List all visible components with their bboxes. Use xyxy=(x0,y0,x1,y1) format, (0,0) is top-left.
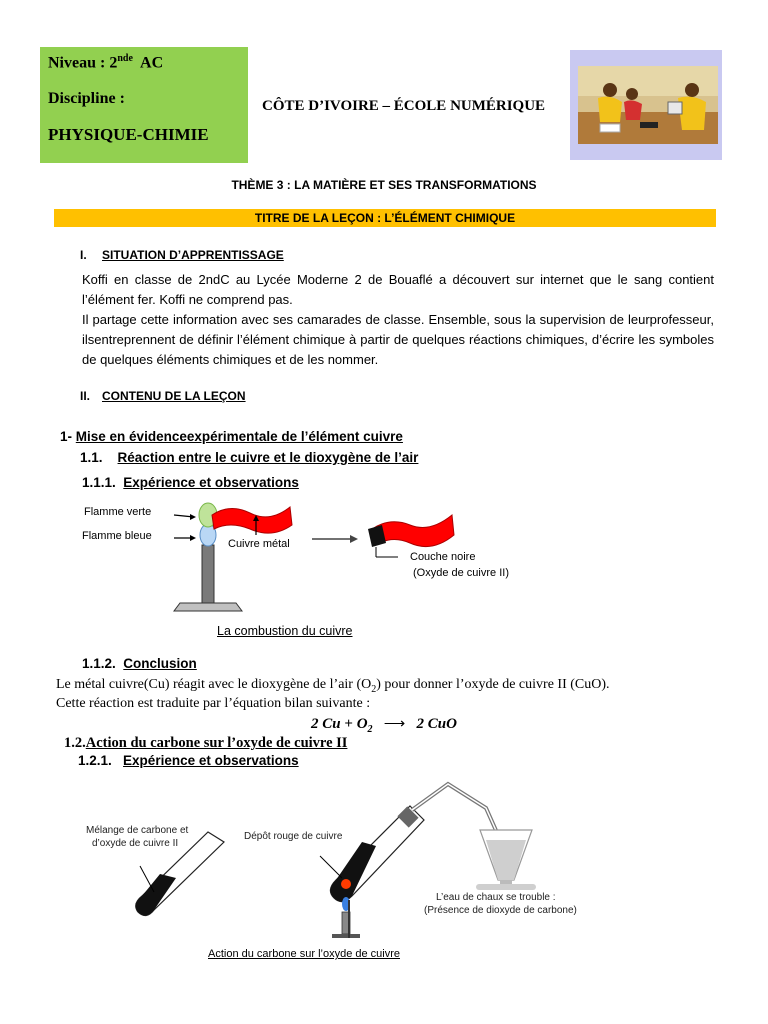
eq-cuo: CuO xyxy=(427,716,457,732)
section-1-title: SITUATION D’APPRENTISSAGE xyxy=(102,248,284,262)
section-1-heading xyxy=(80,248,284,262)
eq-o-sub: 2 xyxy=(367,724,373,735)
niveau-suffix: AC xyxy=(140,54,164,72)
red-copper-deposit xyxy=(341,879,351,889)
conclusion-o2-sub: 2 xyxy=(371,683,377,695)
conclusion-line-1-text: Le métal cuivre(Cu) réagit avec le dioxygène de l’air (O xyxy=(56,677,372,692)
label-copper-metal: Cuivre métal xyxy=(228,538,290,550)
figure-2-caption: Action du carbone sur l’oxyde de cuivre xyxy=(208,948,400,960)
label-limewater-2: (Présence de dioxyde de carbone) xyxy=(424,905,577,916)
eq-arrow: ⟶ xyxy=(383,716,406,732)
section-2-heading xyxy=(80,389,246,403)
section-2-title: CONTENU DE LA LEÇON xyxy=(102,389,246,403)
niveau-label: Niveau : 2 xyxy=(48,54,118,72)
discipline-value: PHYSIQUE-CHIMIE xyxy=(48,125,209,144)
burner-tube xyxy=(202,545,214,603)
conclusion-line-1-end: ) pour donner l’oxyde de cuivre II (CuO). xyxy=(376,677,610,692)
sub-1-1-2-heading xyxy=(82,656,197,671)
section-1-number: I. xyxy=(80,248,87,262)
sub-1-1-1-heading xyxy=(82,475,299,490)
situation-paragraph-1: Koffi en classe de 2ndC au Lycée Moderne 2 de Bouaflé a découvert sur internet que le sang contient l’élément fer. Koffi ne comprend pas. xyxy=(82,272,714,307)
sub-1-2-number: 1.2. xyxy=(64,735,86,751)
eq-plus: + xyxy=(344,716,353,732)
school-name: CÔTE D’IVOIRE – ÉCOLE NUMÉRIQUE xyxy=(262,98,546,114)
conclusion-line-1 xyxy=(56,677,610,695)
label-limewater-1: L’eau de chaux se trouble : xyxy=(436,892,556,903)
reaction-equation xyxy=(0,714,768,735)
label-copper-oxide: (Oxyde de cuivre II) xyxy=(413,567,509,579)
sub-1-1-title: Réaction entre le cuivre et le dioxygène de l’air xyxy=(117,450,419,465)
sub-1-2-heading xyxy=(64,735,347,752)
niveau-sup: nde xyxy=(117,53,133,64)
label-black-layer: Couche noire xyxy=(410,551,476,563)
label-copper-deposit: Dépôt rouge de cuivre xyxy=(244,831,343,842)
part-1-heading xyxy=(60,429,403,444)
heated-test-tube xyxy=(320,806,424,902)
label-mixture-1: Mélange de carbone et xyxy=(86,825,189,836)
conclusion-line-2: Cette réaction est traduite par l’équation bilan suivante : xyxy=(56,696,371,711)
niveau-line xyxy=(48,53,163,72)
part-1-title: Mise en évidenceexpérimentale de l’élément cuivre xyxy=(75,429,403,444)
figure-1-caption: La combustion du cuivre xyxy=(217,624,353,638)
label-green-flame: Flamme verte xyxy=(84,506,152,518)
section-2-number: II. xyxy=(80,389,91,403)
sub-1-1-2-title: Conclusion xyxy=(123,656,197,671)
limewater-beaker xyxy=(476,830,536,890)
sub-1-2-title: Action du carbone sur l’oxyde de cuivre II xyxy=(85,735,348,751)
label-blue-flame: Flamme bleue xyxy=(82,530,152,542)
discipline-label: Discipline : xyxy=(48,90,125,107)
part-1-number: 1- xyxy=(60,429,73,444)
lesson-title-bar: TITRE DE LA LEÇON : L’ÉLÉMENT CHIMIQUE xyxy=(54,209,716,227)
sub-1-1-1-number: 1.1.1. xyxy=(82,475,116,490)
sub-1-2-1-title: Expérience et observations xyxy=(123,753,299,768)
eq-coef-1: 2 xyxy=(311,716,319,732)
theme-title: THÈME 3 : LA MATIÈRE ET SES TRANSFORMATIONS xyxy=(231,178,537,192)
eq-o: O xyxy=(356,716,368,732)
burner-base xyxy=(174,603,242,611)
sub-1-1-2-number: 1.1.2. xyxy=(82,656,116,671)
header-level-box xyxy=(40,47,248,163)
sub-1-1-heading xyxy=(80,450,418,465)
students-illustration xyxy=(570,50,722,160)
carbon-copper-oxide-figure xyxy=(120,780,580,945)
header-photo xyxy=(570,50,722,160)
sub-1-1-1-title: Expérience et observations xyxy=(123,475,299,490)
sub-1-1-number: 1.1. xyxy=(80,450,103,465)
situation-paragraph-2: Il partage cette information avec ses camarades de classe. Ensemble, sous la supervision de leurprofesseur, ilsentreprennent de définir l’élément chimique à partir de quelques réactions chimiques, d’écrire les symboles de quelques éléments chimiques et de les nommer. xyxy=(82,312,714,367)
eq-cu: Cu xyxy=(322,716,341,732)
label-mixture-2: d’oxyde de cuivre II xyxy=(92,838,179,849)
sub-1-2-1-heading xyxy=(78,753,299,768)
sub-1-2-1-number: 1.2.1. xyxy=(78,753,112,768)
burner xyxy=(332,897,360,938)
copper-strip xyxy=(212,507,292,533)
eq-coef-2: 2 xyxy=(416,716,425,732)
